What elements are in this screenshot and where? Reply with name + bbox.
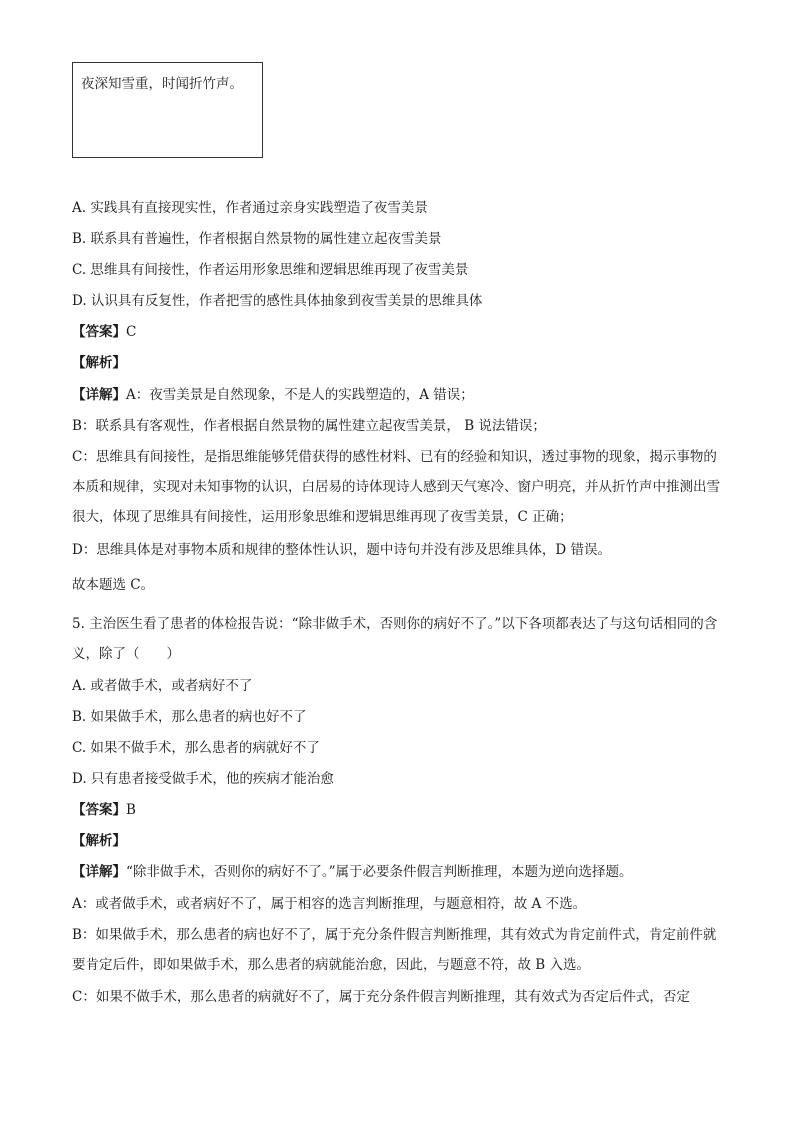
q4-option-b: B. 联系具有普遍性，作者根据自然景物的属性建立起夜雪美景 bbox=[72, 231, 442, 247]
q4-detail-b: B：联系具有客观性，作者根据自然景物的属性建立起夜雪美景， B 说法错误； bbox=[72, 418, 546, 434]
detail-label: 【详解】 bbox=[72, 387, 126, 403]
detail-label: 【详解】 bbox=[72, 864, 126, 880]
detail-text: A：夜雪美景是自然现象，不是人的实践塑造的，A 错误； bbox=[126, 387, 474, 403]
q4-option-a: A. 实践具有直接现实性，作者通过亲身实践塑造了夜雪美景 bbox=[72, 200, 428, 216]
q4-option-d: D. 认识具有反复性，作者把雪的感性具体抽象到夜雪美景的思维具体 bbox=[72, 293, 483, 309]
q5-analysis-label: 【解析】 bbox=[72, 833, 126, 849]
q5-detail-c: C：如果不做手术，那么患者的病就好不了，属于充分条件假言判断推理，其有效式为否定后件式，否定 bbox=[72, 989, 690, 1005]
q5-option-b: B. 如果做手术，那么患者的病也好不了 bbox=[72, 709, 307, 725]
q4-answer bbox=[72, 323, 136, 341]
q4-detail-d: D：思维具体是对事物本质和规律的整体性认识，题中诗句并没有涉及思维具体，D 错误。 bbox=[72, 542, 611, 558]
q5-answer bbox=[72, 801, 136, 819]
q5-option-d: D. 只有患者接受做手术，他的疾病才能治愈 bbox=[72, 771, 334, 787]
poem-box bbox=[72, 62, 263, 158]
detail-text: “除非做手术，否则你的病好不了。”属于必要条件假言判断推理，本题为逆向选择题。 bbox=[126, 864, 633, 880]
answer-label: 【答案】 bbox=[72, 324, 126, 340]
answer-value: B bbox=[126, 802, 136, 818]
q4-analysis-label: 【解析】 bbox=[72, 355, 126, 371]
answer-value: C bbox=[126, 324, 137, 340]
q5-detail-a: A：或者做手术，或者病好不了，属于相容的选言判断推理，与题意相符，故 A 不选。 bbox=[72, 896, 587, 912]
poem-text: 夜深知雪重，时闻折竹声。 bbox=[81, 76, 243, 92]
q4-detail-c: C：思维具有间接性，是指思维能够凭借获得的感性材料、已有的经验和知识，透过事物的现象，揭示事物的本质和规律，实现对未知事物的认识，白居易的诗体现诗人感到天气寒冷、窗户明亮，并从折竹声中推测出雪很大，体现了思维具有间接性，运用形象思维和逻辑思维再现了夜雪美景，C 正确； bbox=[72, 449, 720, 525]
q5-option-c: C. 如果不做手术，那么患者的病就好不了 bbox=[72, 740, 320, 756]
q5-option-a: A. 或者做手术，或者病好不了 bbox=[72, 678, 253, 694]
q5-detail-b: B：如果做手术，那么患者的病也好不了，属于充分条件假言判断推理，其有效式为肯定前件式，肯定前件就要肯定后件，即如果做手术，那么患者的病就能治愈，因此，与题意不符，故 B 入选。 bbox=[72, 927, 717, 973]
q4-option-c: C. 思维具有间接性，作者运用形象思维和逻辑思维再现了夜雪美景 bbox=[72, 262, 469, 278]
q4-detail-a bbox=[72, 386, 474, 404]
q5-stem: 5. 主治医生看了患者的体检报告说：“除非做手术，否则你的病好不了。”以下各项都表达了与这句话相同的含义，除了（ ） bbox=[72, 616, 718, 662]
q4-conclusion: 故本题选 C。 bbox=[72, 577, 155, 593]
q5-detail-intro bbox=[72, 863, 633, 881]
answer-label: 【答案】 bbox=[72, 802, 126, 818]
